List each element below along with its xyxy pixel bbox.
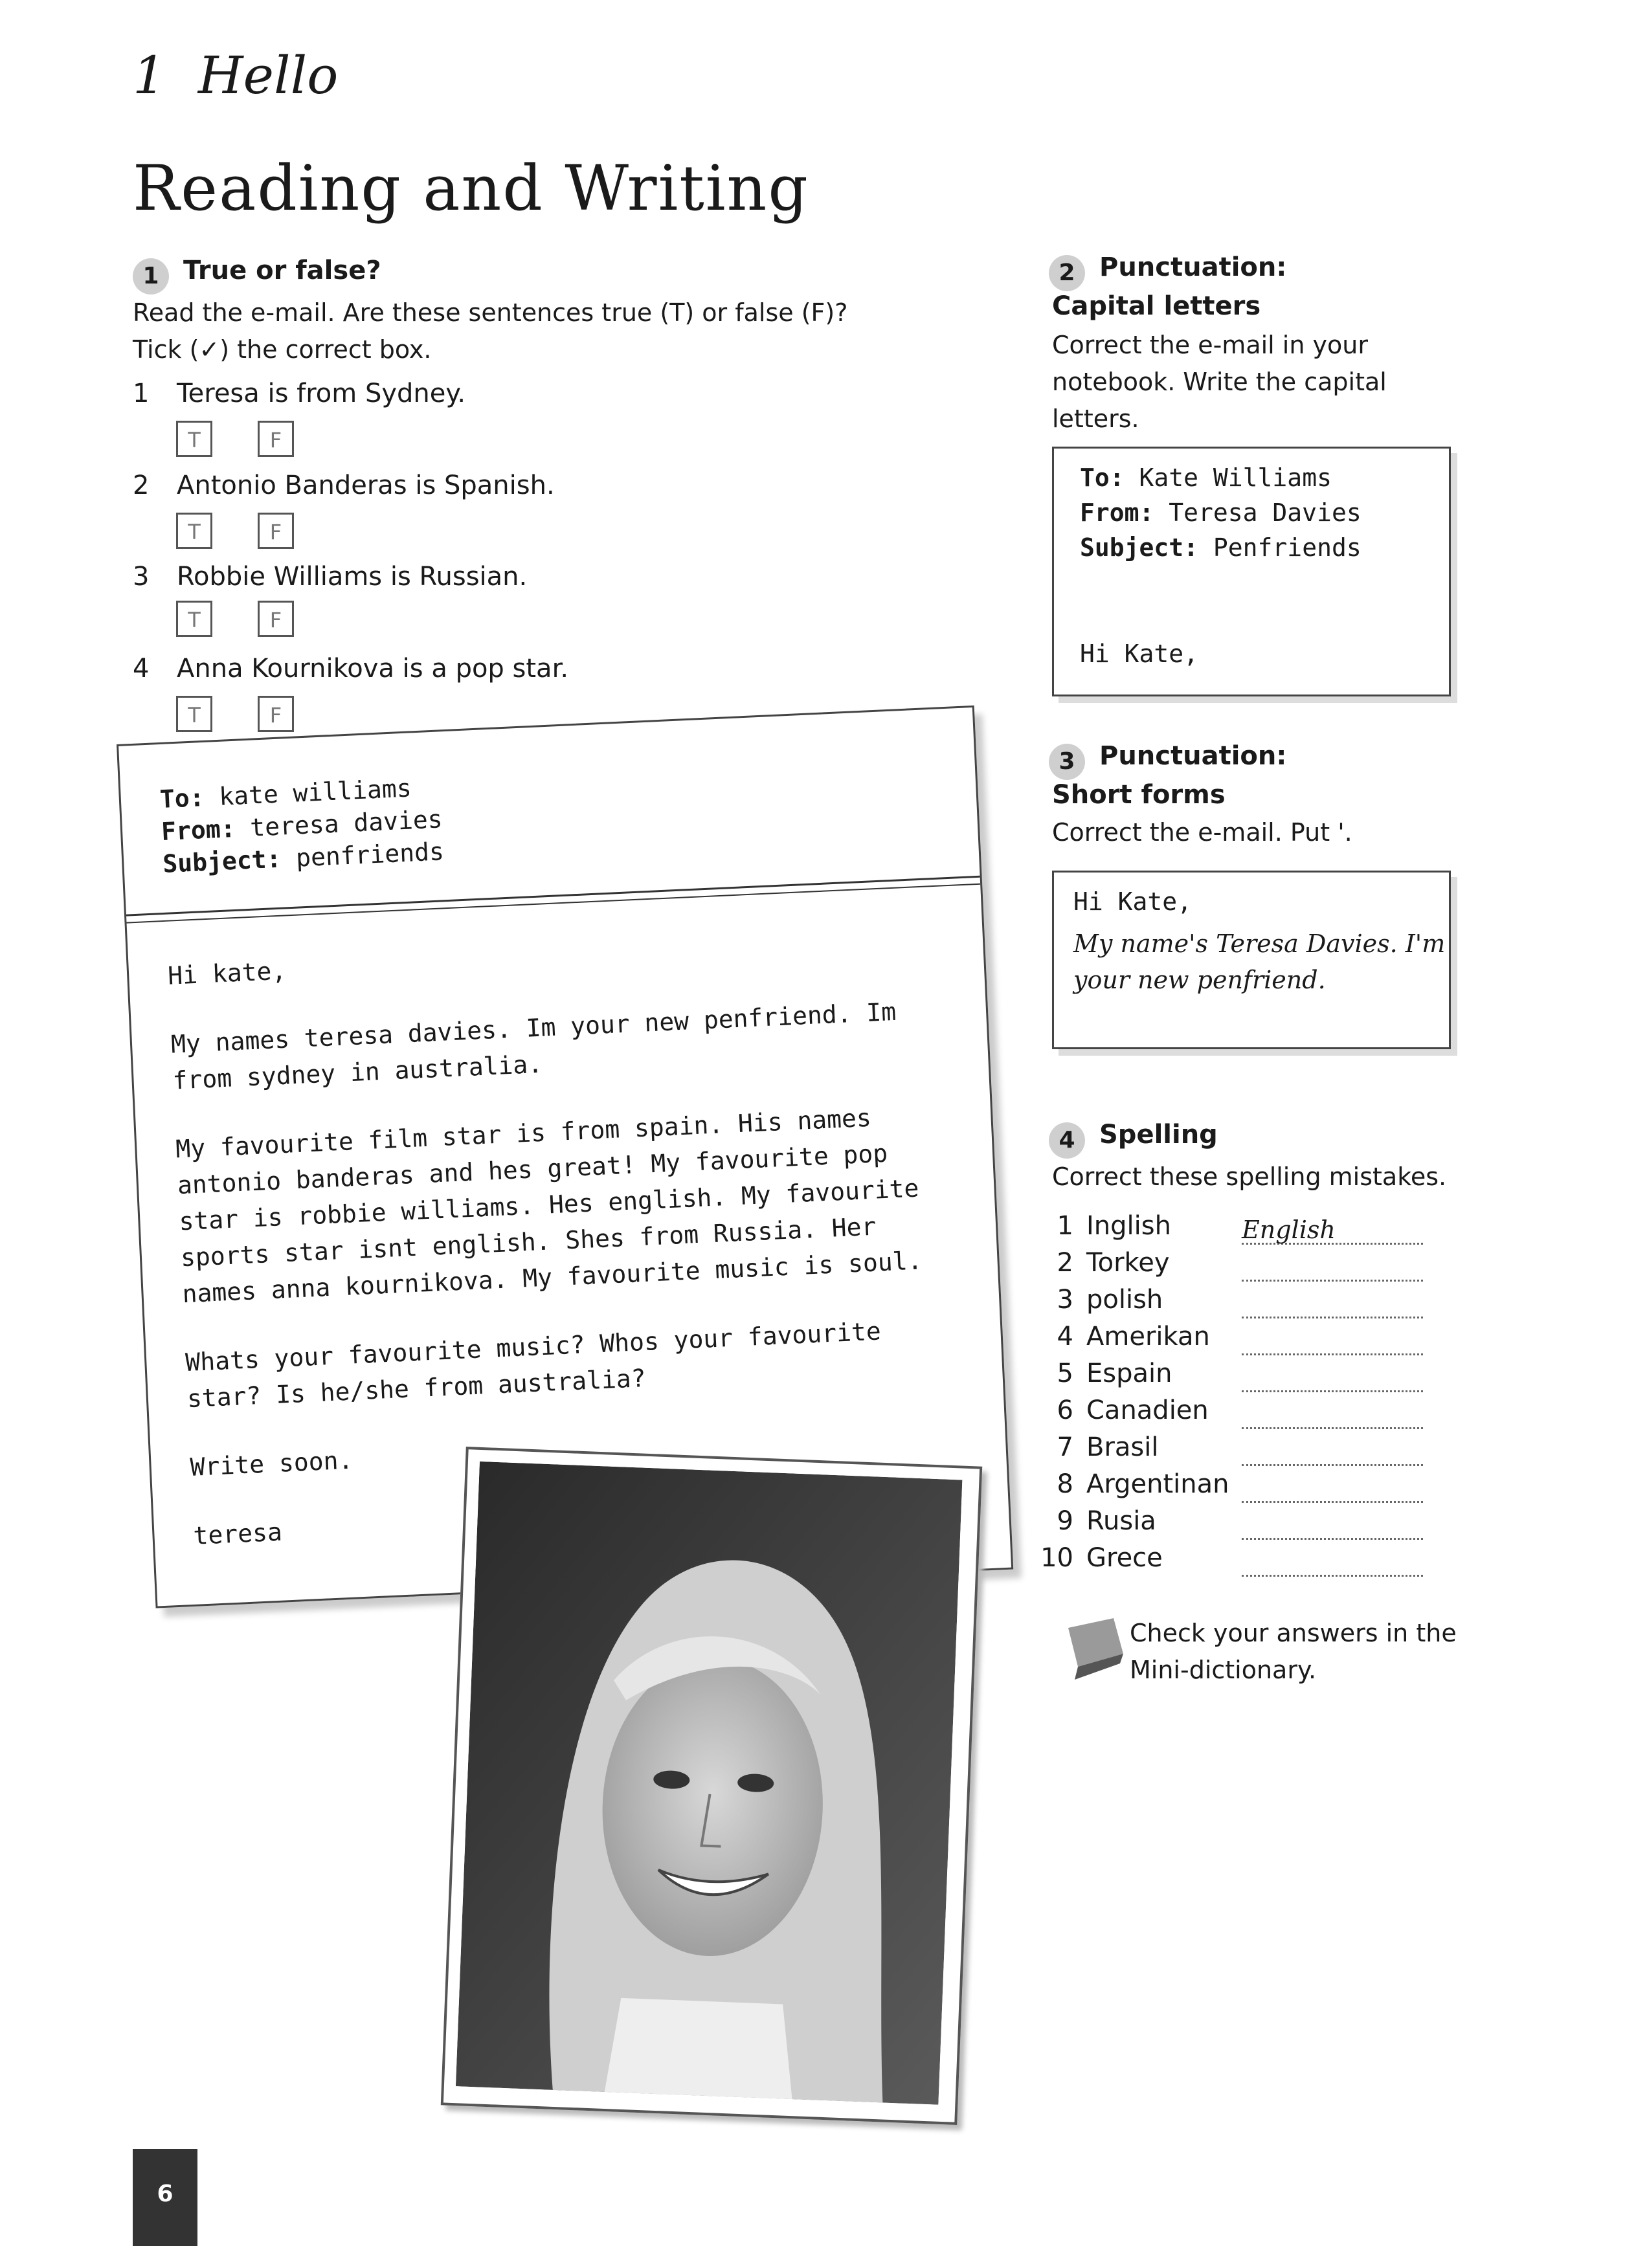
- email-paragraph: My favourite film star is from spain. His names antonio banderas and hes great! My favourite pop star is robbie williams. Hes english. My favourite sports star isnt english. Shes from Russia. Her names anna kournikova. My favourite music is soul.: [175, 1103, 923, 1309]
- ex1-title: True or false?: [183, 256, 381, 285]
- email-subject-label: Subject:: [162, 844, 282, 878]
- ex2-to-label: To:: [1080, 463, 1125, 492]
- ex2-email-header: [1080, 460, 1361, 565]
- ex1-item-text: Robbie Williams is Russian.: [177, 562, 528, 592]
- spelling-item: [1029, 1355, 1423, 1392]
- ex3-title: Punctuation:: [1099, 741, 1287, 771]
- email-from: teresa davies: [249, 805, 443, 842]
- false-checkbox[interactable]: F: [258, 696, 294, 732]
- ex4-instruction: Correct these spelling mistakes.: [1052, 1162, 1447, 1191]
- ex3-email-box: [1052, 871, 1451, 1049]
- ex3-greeting: Hi Kate,: [1073, 887, 1193, 916]
- spelling-item-number: 10: [1040, 1543, 1073, 1573]
- email-to: kate williams: [218, 773, 412, 811]
- ex4-number: 4: [1049, 1122, 1085, 1159]
- ex1-heading: [133, 256, 381, 295]
- email-to-label: To:: [159, 783, 205, 814]
- spelling-answer-field[interactable]: [1242, 1512, 1423, 1540]
- email-paragraph: Whats your favourite music? Whos your favourite star? Is he/she from australia?: [185, 1317, 882, 1414]
- spelling-list: [1029, 1208, 1423, 1577]
- ex3-subtitle: Short forms: [1052, 780, 1226, 810]
- spelling-item-number: 5: [1057, 1359, 1073, 1388]
- spelling-answer-field[interactable]: [1242, 1401, 1423, 1429]
- email-subject: penfriends: [295, 837, 445, 873]
- spelling-item: [1029, 1429, 1423, 1466]
- ex3-number: 3: [1049, 744, 1085, 780]
- ex4-heading: [1049, 1120, 1218, 1159]
- spelling-item-number: 1: [1057, 1211, 1073, 1241]
- spelling-item-word: Canadien: [1086, 1395, 1209, 1425]
- false-checkbox[interactable]: F: [258, 513, 294, 549]
- ex1-item: [133, 654, 568, 684]
- ex3-heading: [1049, 741, 1286, 780]
- ex2-from: Teresa Davies: [1169, 498, 1361, 527]
- ex1-item: [133, 471, 555, 500]
- spelling-item-number: 6: [1057, 1395, 1073, 1425]
- ex2-to: Kate Williams: [1139, 463, 1332, 492]
- ex1-item: [133, 379, 465, 408]
- unit-number: 1: [133, 45, 166, 106]
- spelling-item-word: Torkey: [1086, 1248, 1170, 1278]
- ex1-boxes: [176, 601, 339, 637]
- ex1-instruction-2: Tick (✓) the correct box.: [133, 335, 432, 364]
- spelling-item: [1029, 1318, 1423, 1355]
- ex2-subject: Penfriends: [1213, 533, 1361, 562]
- false-checkbox[interactable]: F: [258, 421, 294, 457]
- spelling-item-number: 2: [1057, 1248, 1073, 1278]
- ex3-instruction: Correct the e-mail. Put '.: [1052, 818, 1352, 847]
- ex2-subtitle: Capital letters: [1052, 291, 1261, 321]
- ex1-item-text: Anna Kournikova is a pop star.: [177, 654, 569, 684]
- email-greeting: Hi kate,: [167, 956, 287, 990]
- spelling-answer-field[interactable]: [1242, 1254, 1423, 1282]
- true-checkbox[interactable]: T: [176, 513, 212, 549]
- spelling-item-word: Amerikan: [1086, 1322, 1210, 1351]
- page-number: 6: [133, 2149, 197, 2246]
- spelling-answer-field[interactable]: English: [1242, 1217, 1423, 1245]
- ex2-email-box: [1052, 447, 1451, 696]
- spelling-answer-field[interactable]: [1242, 1549, 1423, 1577]
- ex2-instruction: Correct the e-mail in your notebook. Write the capital letters.: [1052, 331, 1387, 433]
- ex1-number: 1: [133, 258, 169, 295]
- true-checkbox[interactable]: T: [176, 421, 212, 457]
- unit-title: [133, 45, 338, 106]
- spelling-item-word: Grece: [1086, 1543, 1163, 1573]
- ex3-example-line-2: your new penfriend.: [1073, 966, 1326, 994]
- ex1-item-text: Teresa is from Sydney.: [177, 379, 466, 408]
- spelling-item: [1029, 1208, 1423, 1245]
- check-answers-line-2: Mini-dictionary.: [1130, 1656, 1317, 1684]
- ex2-heading: [1049, 252, 1286, 291]
- spelling-answer-field[interactable]: [1242, 1475, 1423, 1503]
- teresa-photo: [441, 1447, 982, 2125]
- spelling-item: [1029, 1466, 1423, 1503]
- unit-name: Hello: [197, 45, 339, 106]
- mini-dictionary-icon: [1062, 1615, 1126, 1686]
- ex1-instructions: [133, 295, 910, 368]
- spelling-item-number: 7: [1057, 1432, 1073, 1462]
- spelling-item: [1029, 1282, 1423, 1318]
- email-header: [159, 770, 445, 880]
- ex2-from-label: From:: [1080, 498, 1154, 527]
- spelling-item: [1029, 1392, 1423, 1429]
- ex1-boxes: [176, 513, 339, 549]
- spelling-item-number: 9: [1057, 1506, 1073, 1536]
- email-closing: Write soon.: [189, 1445, 354, 1482]
- spelling-answer-field[interactable]: [1242, 1364, 1423, 1392]
- spelling-item: [1029, 1245, 1423, 1282]
- true-checkbox[interactable]: T: [176, 601, 212, 637]
- section-title: Reading and Writing: [133, 152, 809, 225]
- spelling-item-word: Brasil: [1086, 1432, 1159, 1462]
- spelling-item-word: polish: [1086, 1285, 1163, 1315]
- email-divider: [126, 884, 980, 924]
- spelling-item: [1029, 1540, 1423, 1577]
- ex2-subject-label: Subject:: [1080, 533, 1199, 562]
- ex2-greeting: Hi Kate,: [1080, 639, 1199, 668]
- spelling-item-number: 4: [1057, 1322, 1073, 1351]
- ex1-boxes: [176, 421, 339, 457]
- ex1-item-text: Antonio Banderas is Spanish.: [177, 471, 555, 500]
- ex1-item-number: 1: [133, 379, 150, 408]
- spelling-item-number: 3: [1057, 1285, 1073, 1315]
- ex1-item-number: 3: [133, 562, 150, 592]
- ex1-item-number: 4: [133, 654, 150, 684]
- ex2-title: Punctuation:: [1099, 252, 1287, 282]
- spelling-answer-field[interactable]: [1242, 1438, 1423, 1466]
- true-checkbox[interactable]: T: [176, 696, 212, 732]
- email-signature: teresa: [192, 1517, 283, 1550]
- spelling-answer-field[interactable]: [1242, 1328, 1423, 1355]
- false-checkbox[interactable]: F: [258, 601, 294, 637]
- ex4-title: Spelling: [1099, 1120, 1218, 1150]
- spelling-answer-field[interactable]: [1242, 1291, 1423, 1318]
- spelling-item-word: Espain: [1086, 1359, 1172, 1388]
- ex1-boxes: [176, 696, 339, 732]
- ex1-instruction-1: Read the e-mail. Are these sentences true (T) or false (F)?: [133, 298, 848, 327]
- spelling-item-word: Inglish: [1086, 1211, 1171, 1241]
- spelling-item-number: 8: [1057, 1469, 1073, 1499]
- check-answers-line-1: Check your answers in the: [1130, 1619, 1457, 1647]
- ex3-example-line-1: My name's Teresa Davies. I'm: [1073, 929, 1446, 958]
- email-paragraph: My names teresa davies. Im your new penfriend. Im from sydney in australia.: [170, 997, 897, 1095]
- girl-portrait-image: [456, 1462, 963, 2105]
- ex2-number: 2: [1049, 255, 1085, 291]
- email-divider: [126, 876, 980, 917]
- email-from-label: From:: [161, 814, 236, 846]
- spelling-item-word: Argentinan: [1086, 1469, 1229, 1499]
- ex1-item: [133, 562, 527, 592]
- ex1-item-number: 2: [133, 471, 150, 500]
- spelling-item: [1029, 1503, 1423, 1540]
- spelling-item-word: Rusia: [1086, 1506, 1156, 1536]
